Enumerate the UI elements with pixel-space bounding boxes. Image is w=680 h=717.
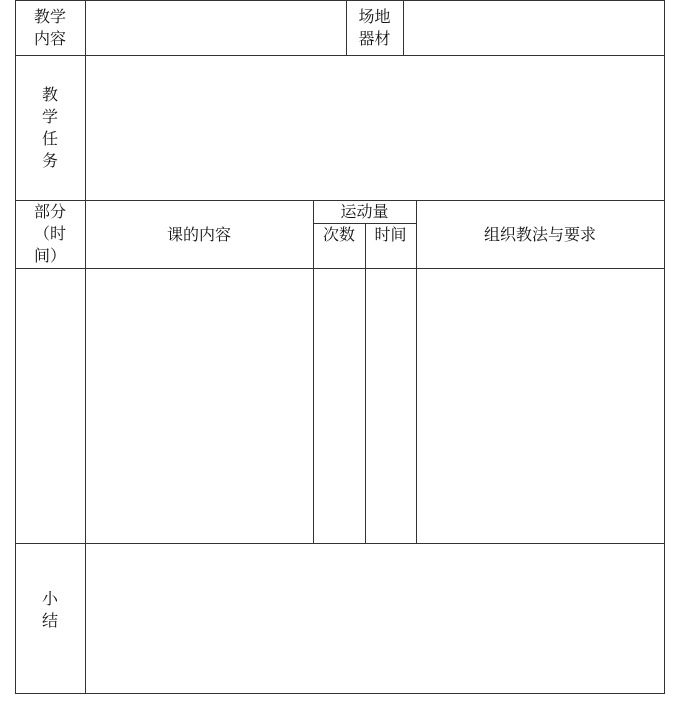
section-time-label: 部分 （时 间）	[33, 202, 66, 265]
duration-field[interactable]	[366, 269, 416, 543]
teaching-content-field[interactable]	[86, 1, 346, 55]
teaching-tasks-label: 教 学 任 务	[41, 85, 58, 170]
section-time-field[interactable]	[16, 269, 85, 543]
teaching-content-label: 教学 内容	[33, 7, 66, 48]
times-field[interactable]	[314, 269, 365, 543]
lesson-plan-form	[15, 0, 665, 694]
times-label: 次数	[322, 225, 355, 244]
duration-label: 时间	[374, 225, 407, 244]
organization-field[interactable]	[417, 269, 664, 543]
organization-label: 组织教法与要求	[483, 225, 596, 244]
exercise-load-label: 运动量	[340, 202, 389, 221]
venue-equipment-field[interactable]	[404, 1, 664, 55]
summary-field[interactable]	[86, 544, 664, 693]
lesson-content-field[interactable]	[86, 269, 313, 543]
summary-label: 小 结	[41, 589, 58, 630]
lesson-content-label: 课的内容	[166, 225, 231, 244]
form-bottom-border	[15, 693, 665, 694]
teaching-tasks-field[interactable]	[86, 56, 664, 200]
form-right-border	[664, 0, 665, 694]
venue-equipment-label: 场地 器材	[358, 7, 391, 48]
